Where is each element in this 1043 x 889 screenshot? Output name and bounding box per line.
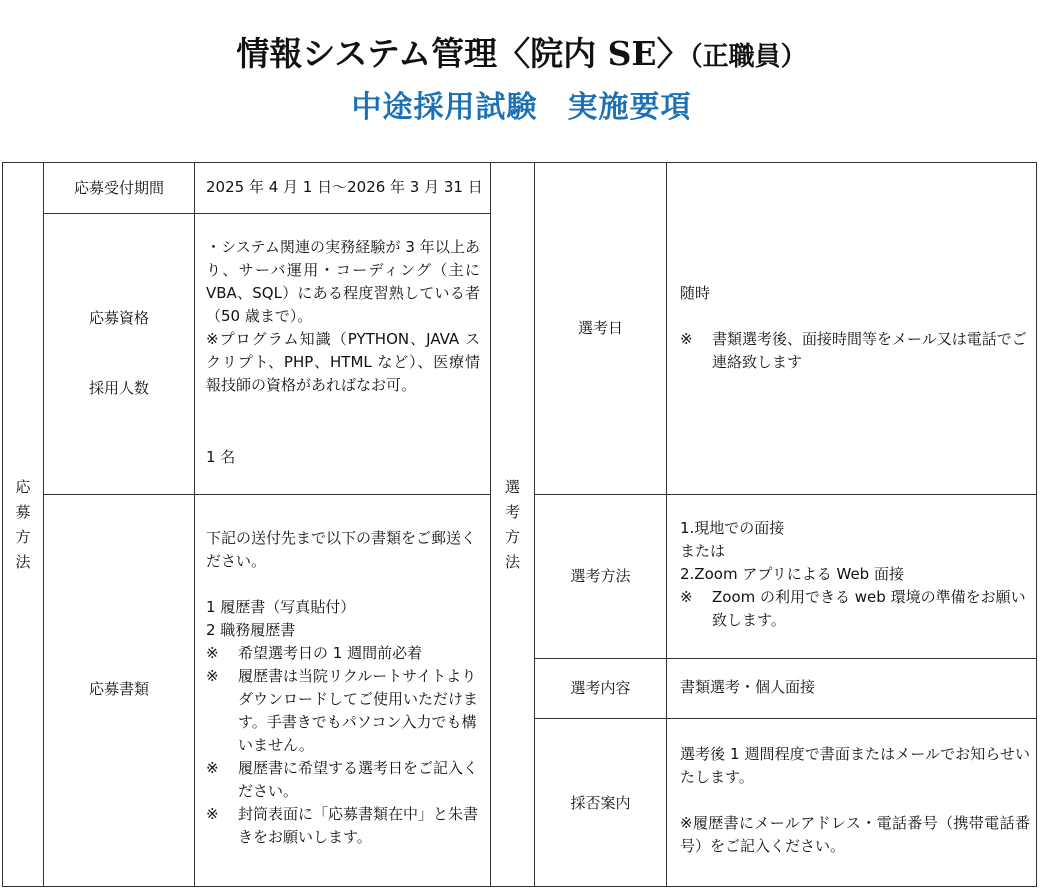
page-subtitle-left: 中途採用試験: [351, 90, 538, 125]
application-period-label: 応募受付期間: [73, 178, 164, 197]
selection-content-label: 選考内容: [570, 678, 631, 697]
qualification-text: ・システム関連の実務経験が 3 年以上あり、サーバ運用・コーディング（主に VBA、SQL）にある程度習熟している者（50 歳まで）。 ※プログラム知識（PYTHON、JAVA スクリプト、PHP、HTML など）、医療情報技師の資格があればなお可。: [206, 238, 480, 394]
document-note: ※ 希望選考日の 1 週間前必着: [206, 644, 423, 662]
document-item: 2 職務履歴書: [206, 621, 296, 639]
result-notice-text: 選考後 1 週間程度で書面またはメールでお知らせいたします。: [680, 745, 1030, 786]
result-notice-content: [680, 743, 1030, 858]
application-method-vertical-label: [3, 163, 43, 886]
vertical-char: 考: [504, 502, 520, 521]
vertical-char: 方: [504, 527, 520, 546]
selection-method-vertical-label: [491, 163, 534, 886]
page-subtitle-right: 実施要項: [567, 90, 692, 125]
method-line: 2.Zoom アプリによる Web 面接: [680, 565, 904, 583]
selection-content-value: 書類選考・個人面接: [680, 678, 816, 696]
document-item: 1 履歴書（写真貼付）: [206, 598, 356, 616]
headcount-value: 1 名: [206, 448, 236, 466]
vertical-char: 法: [504, 552, 520, 571]
selection-method-label: 選考方法: [570, 566, 631, 585]
documents-content: [206, 527, 480, 849]
qualification-label: 応募資格: [88, 308, 149, 327]
selection-date-value: 随時: [680, 284, 711, 302]
vertical-char: 選: [504, 477, 520, 496]
documents-label: 応募書類: [88, 679, 149, 698]
application-period-value: 2025 年 4 月 1 日～2026 年 3 月 31 日: [206, 178, 483, 196]
selection-method-note: ※ Zoom の利用できる web 環境の準備をお願い致します。: [680, 588, 1026, 629]
result-notice-note: ※履歴書にメールアドレス・電話番号（携帯電話番号）をご記入ください。: [680, 814, 1030, 855]
page-title: [0, 28, 1043, 75]
page-title-main: 情報システム管理〈院内 SE〉: [236, 34, 690, 73]
page-title-employment-type: （正職員）: [689, 42, 807, 72]
method-line: 1.現地での面接: [680, 519, 785, 537]
vertical-char: 法: [15, 552, 31, 571]
document-note: ※ 履歴書は当院リクルートサイトよりダウンロードしてご使用いただけます。手書きでもパソコン入力でも構いません。: [206, 667, 479, 754]
selection-method-content: [680, 517, 1030, 632]
documents-intro: 下記の送付先まで以下の書類をご郵送ください。: [206, 529, 477, 570]
vertical-char: 方: [15, 527, 31, 546]
selection-date-label: 選考日: [577, 318, 623, 337]
document-note: ※ 封筒表面に「応募書類在中」と朱書きをお願いします。: [206, 805, 479, 846]
method-line: または: [680, 542, 726, 560]
selection-date-content: [680, 282, 1030, 374]
result-notice-label: 採否案内: [570, 793, 631, 812]
headcount-label: 採用人数: [88, 378, 149, 397]
vertical-char: 募: [15, 502, 31, 521]
selection-date-note: ※ 書類選考後、面接時間等をメール又は電話でご連絡致します: [680, 330, 1027, 371]
page-subtitle: [0, 82, 1043, 126]
vertical-char: 応: [15, 477, 31, 496]
document-note: ※ 履歴書に希望する選考日をご記入ください。: [206, 759, 479, 800]
